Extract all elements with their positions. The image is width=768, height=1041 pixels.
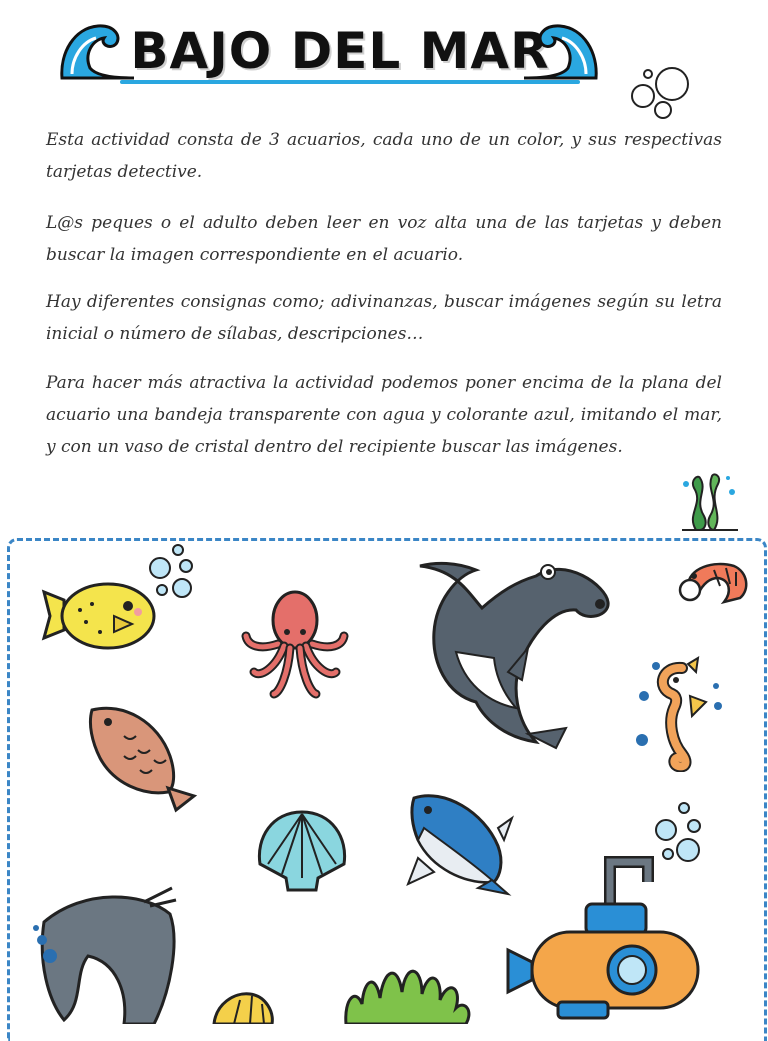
- octopus-icon: [240, 588, 350, 702]
- fish-icon: [84, 700, 204, 816]
- wave-icon: [522, 18, 602, 84]
- paragraph-instructions: L@s peques o el adulto deben leer en voz alta una de las tarjetas y deben buscar la imagen correspondiente en el acuario.: [46, 213, 722, 265]
- starfish-icon: [204, 984, 284, 1024]
- shrimp-icon: [674, 556, 750, 606]
- coral-icon: [336, 958, 476, 1024]
- submarine-icon: [498, 852, 704, 1024]
- shell-icon: [252, 804, 352, 894]
- bubbles-icon: [628, 64, 694, 122]
- paragraph-intro: Esta actividad consta de 3 acuarios, cada uno de un color, y sus respectivas tarjetas detective.: [46, 130, 722, 182]
- hammerhead-shark-icon: [416, 552, 616, 752]
- stingray-icon: [24, 882, 184, 1024]
- seahorse-icon: [632, 656, 728, 772]
- pufferfish-icon: [40, 578, 160, 654]
- paragraph-tips: Para hacer más atractiva la actividad podemos poner encima de la plana del acuario una bandeja transparente con agua y colorante azul, imitando el mar, y con un vaso de cristal dentro del recipiente buscar las imágenes.: [46, 373, 722, 457]
- page-title: BAJO DEL MAR: [130, 22, 550, 80]
- seaweed-icon: [678, 470, 742, 532]
- bubbles-icon: [146, 542, 200, 602]
- header: [0, 0, 768, 110]
- paragraph-consignas: Hay diferentes consignas como; adivinanzas, buscar imágenes según su letra inicial o número de sílabas, descripciones…: [46, 292, 722, 344]
- title-underline: [120, 80, 580, 84]
